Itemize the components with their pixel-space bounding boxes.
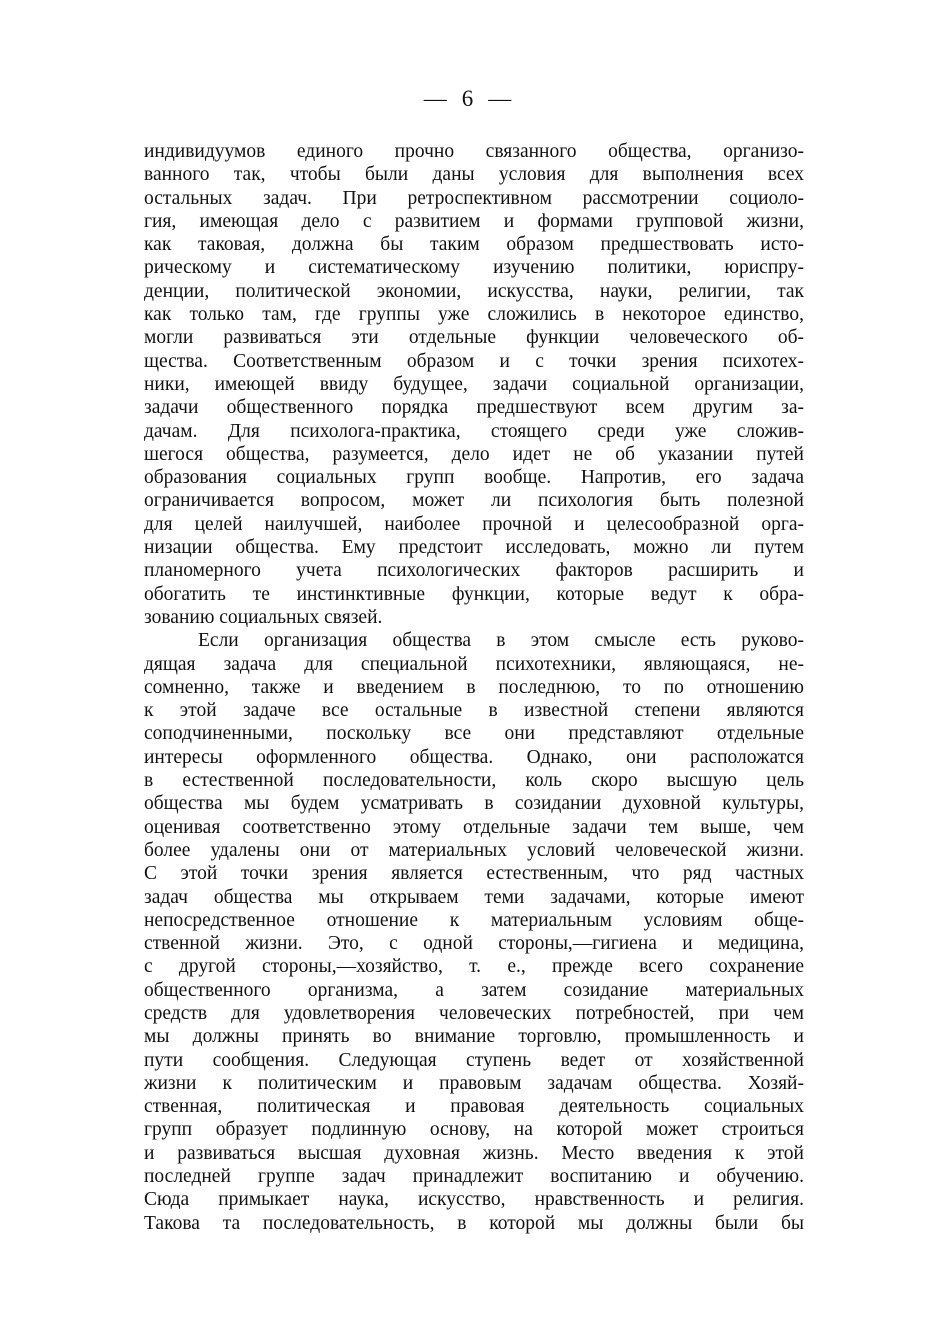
text-line: общественного организма, а затем созидание материальных xyxy=(144,979,804,1001)
text-line: соподчиненными, поскольку все они представляют отдельные xyxy=(144,723,804,745)
text-line: групп образует подлинную основу, на которой может строиться xyxy=(144,1119,804,1141)
text-line: непосредственное отношение к материальным условиям обще- xyxy=(144,909,804,931)
text-line: жизни к политическим и правовым задачам общества. Хозяй- xyxy=(144,1072,804,1094)
text-line: образования социальных групп вообще. Напротив, его задача xyxy=(144,467,804,489)
text-line: щества. Соответственным образом и с точки зрения психотех- xyxy=(144,350,804,372)
text-line: шегося общества, разумеется, дело идет не об указании путей xyxy=(144,443,804,465)
text-line: мы должны принять во внимание торговлю, промышленность и xyxy=(144,1026,804,1048)
header-dash-right: — xyxy=(488,86,513,111)
paragraph-1 xyxy=(144,140,804,629)
text-line: и развиваться высшая духовная жизнь. Место введения к этой xyxy=(144,1142,804,1164)
text-line: ограничивается вопросом, может ли психология быть полезной xyxy=(144,490,804,512)
text-line: более удалены они от материальных условий человеческой жизни. xyxy=(144,839,804,861)
page-number-header xyxy=(0,86,936,112)
text-line: в естественной последовательности, коль скоро высшую цель xyxy=(144,770,804,792)
text-line: денции, политической экономии, искусства, науки, религии, так xyxy=(144,280,804,302)
text-line: С этой точки зрения является естественным, что ряд частных xyxy=(144,863,804,885)
text-line: Если организация общества в этом смысле есть руково- xyxy=(198,630,804,652)
text-line: планомерного учета психологических факторов расширить и xyxy=(144,560,804,582)
text-line: сомненно, также и введением в последнюю, то по отношению xyxy=(144,676,804,698)
text-line: задачи общественного порядка предшествуют всем другим за- xyxy=(144,397,804,419)
text-line: дящая задача для специальной психотехники, являющаяся, не- xyxy=(144,653,804,675)
text-line: ственная, политическая и правовая деятельность социальных xyxy=(144,1096,804,1118)
text-line: как таковая, должна бы таким образом предшествовать исто- xyxy=(144,234,804,256)
text-line: остальных задач. При ретроспективном рассмотрении социоло- xyxy=(144,187,804,209)
text-line: ники, имеющей ввиду будущее, задачи социальной организации, xyxy=(144,373,804,395)
text-line: ванного так, чтобы были даны условия для выполнения всех xyxy=(144,164,804,186)
text-line: к этой задаче все остальные в известной степени являются xyxy=(144,700,804,722)
text-line: низации общества. Ему предстоит исследовать, можно ли путем xyxy=(144,537,804,559)
text-line: дачам. Для психолога-практика, стоящего среди уже сложив- xyxy=(144,420,804,442)
text-line: Сюда примыкает наука, искусство, нравственность и религия. xyxy=(144,1189,804,1211)
text-line: могли развиваться эти отдельные функции человеческого об- xyxy=(144,327,804,349)
body-text xyxy=(144,140,804,1235)
text-line: средств для удовлетворения человеческих потребностей, при чем xyxy=(144,1002,804,1024)
page-number: 6 xyxy=(461,86,475,111)
text-line: с другой стороны,—хозяйство, т. е., прежде всего сохранение xyxy=(144,956,804,978)
paragraph-2 xyxy=(144,629,804,1235)
text-line: последней группе задач принадлежит воспитанию и обучению. xyxy=(144,1166,804,1188)
text-line: пути сообщения. Следующая ступень ведет от хозяйственной xyxy=(144,1049,804,1071)
text-line: гия, имеющая дело с развитием и формами групповой жизни, xyxy=(144,210,804,232)
text-line: для целей наилучшей, наиболее прочной и целесообразной орга- xyxy=(144,513,804,535)
text-line: Такова та последовательность, в которой мы должны были бы xyxy=(144,1212,804,1234)
text-line: оценивая соответственно этому отдельные задачи тем выше, чем xyxy=(144,816,804,838)
text-line: интересы оформленного общества. Однако, они расположатся xyxy=(144,746,804,768)
text-line: индивидуумов единого прочно связанного общества, организо- xyxy=(144,141,804,162)
text-line: обогатить те инстинктивные функции, которые ведут к обра- xyxy=(144,583,804,605)
text-line: общества мы будем усматривать в созидании духовной культуры, xyxy=(144,793,804,815)
text-line: как только там, где группы уже сложились в некоторое единство, xyxy=(144,304,804,326)
text-line: зованию социальных связей. xyxy=(144,606,383,628)
text-line: ственной жизни. Это, с одной стороны,—гигиена и медицина, xyxy=(144,933,804,955)
text-line: рическому и систематическому изучению политики, юриспру- xyxy=(144,257,804,279)
header-dash-left: — xyxy=(423,86,448,111)
text-line: задач общества мы открываем теми задачами, которые имеют xyxy=(144,886,804,908)
